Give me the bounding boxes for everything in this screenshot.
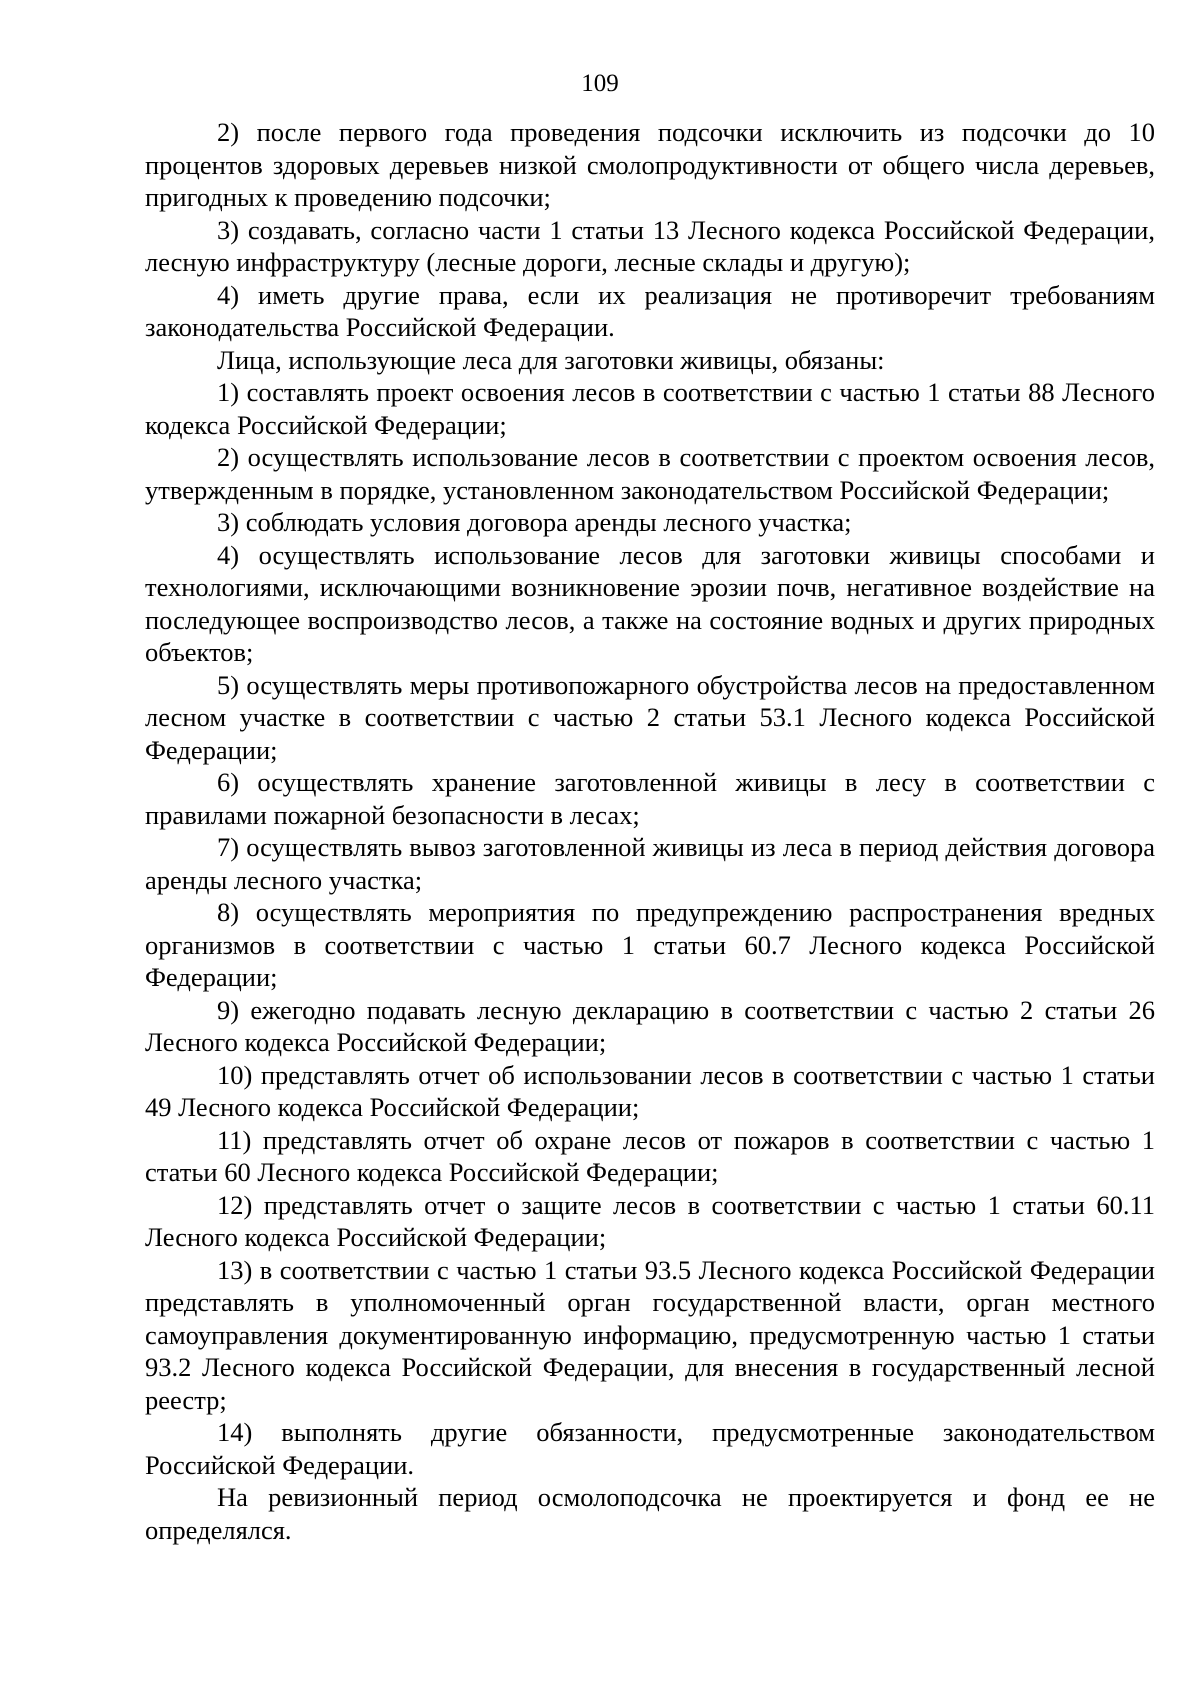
- paragraph: 14) выполнять другие обязанности, предусмотренные законодательством Российской Федерации.: [145, 1417, 1155, 1480]
- paragraph: На ревизионный период осмолоподсочка не проектируется и фонд ее не определялся.: [145, 1482, 1155, 1545]
- paragraph: 7) осуществлять вывоз заготовленной живицы из леса в период действия договора аренды лесного участка;: [145, 832, 1155, 895]
- paragraph: 9) ежегодно подавать лесную декларацию в соответствии с частью 2 статьи 26 Лесного кодекса Российской Федерации;: [145, 994, 1155, 1057]
- paragraph: Лица, использующие леса для заготовки живицы, обязаны:: [217, 344, 885, 375]
- document-body: [145, 116, 1155, 1546]
- paragraph: 10) представлять отчет об использовании лесов в соответствии с частью 1 статьи 49 Лесного кодекса Российской Федерации;: [145, 1059, 1155, 1122]
- paragraph: 3) создавать, согласно части 1 статьи 13 Лесного кодекса Российской Федерации, лесную инфраструктуру (лесные дороги, лесные склады и другую);: [145, 214, 1155, 277]
- page-number: 109: [581, 70, 619, 97]
- paragraph: 2) осуществлять использование лесов в соответствии с проектом освоения лесов, утвержденным в порядке, установленном законодательством Российской Федерации;: [145, 442, 1155, 505]
- paragraph: 4) иметь другие права, если их реализация не противоречит требованиям законодательства Российской Федерации.: [145, 279, 1155, 342]
- paragraph: 3) соблюдать условия договора аренды лесного участка;: [217, 507, 852, 537]
- paragraph: 4) осуществлять использование лесов для заготовки живицы способами и технологиями, исключающими возникновение эрозии почв, негативное воздействие на последующее воспроизводство лесов, а также на состояние водных и других природных объектов;: [145, 539, 1155, 667]
- paragraph: 6) осуществлять хранение заготовленной живицы в лесу в соответствии с правилами пожарной безопасности в лесах;: [145, 767, 1155, 830]
- paragraph: 1) составлять проект освоения лесов в соответствии с частью 1 статьи 88 Лесного кодекса Российской Федерации;: [145, 377, 1155, 440]
- paragraph: 13) в соответствии с частью 1 статьи 93.5 Лесного кодекса Российской Федерации представлять в уполномоченный орган государственной власти, орган местного самоуправления документированную информацию, предусмотренную частью 1 статьи 93.2 Лесного кодекса Российской Федерации, для внесения в государственный лесной реестр;: [145, 1254, 1155, 1415]
- paragraph: 11) представлять отчет об охране лесов от пожаров в соответствии с частью 1 статьи 60 Лесного кодекса Российской Федерации;: [145, 1124, 1155, 1187]
- paragraph: 5) осуществлять меры противопожарного обустройства лесов на предоставленном лесном участке в соответствии с частью 2 статьи 53.1 Лесного кодекса Российской Федерации;: [145, 669, 1155, 765]
- paragraph: 2) после первого года проведения подсочки исключить из подсочки до 10 процентов здоровых деревьев низкой смолопродуктивности от общего числа деревьев, пригодных к проведению подсочки;: [145, 117, 1155, 212]
- paragraph: 12) представлять отчет о защите лесов в соответствии с частью 1 статьи 60.11 Лесного кодекса Российской Федерации;: [145, 1189, 1155, 1252]
- paragraph: 8) осуществлять мероприятия по предупреждению распространения вредных организмов в соответствии с частью 1 статьи 60.7 Лесного кодекса Российской Федерации;: [145, 897, 1155, 992]
